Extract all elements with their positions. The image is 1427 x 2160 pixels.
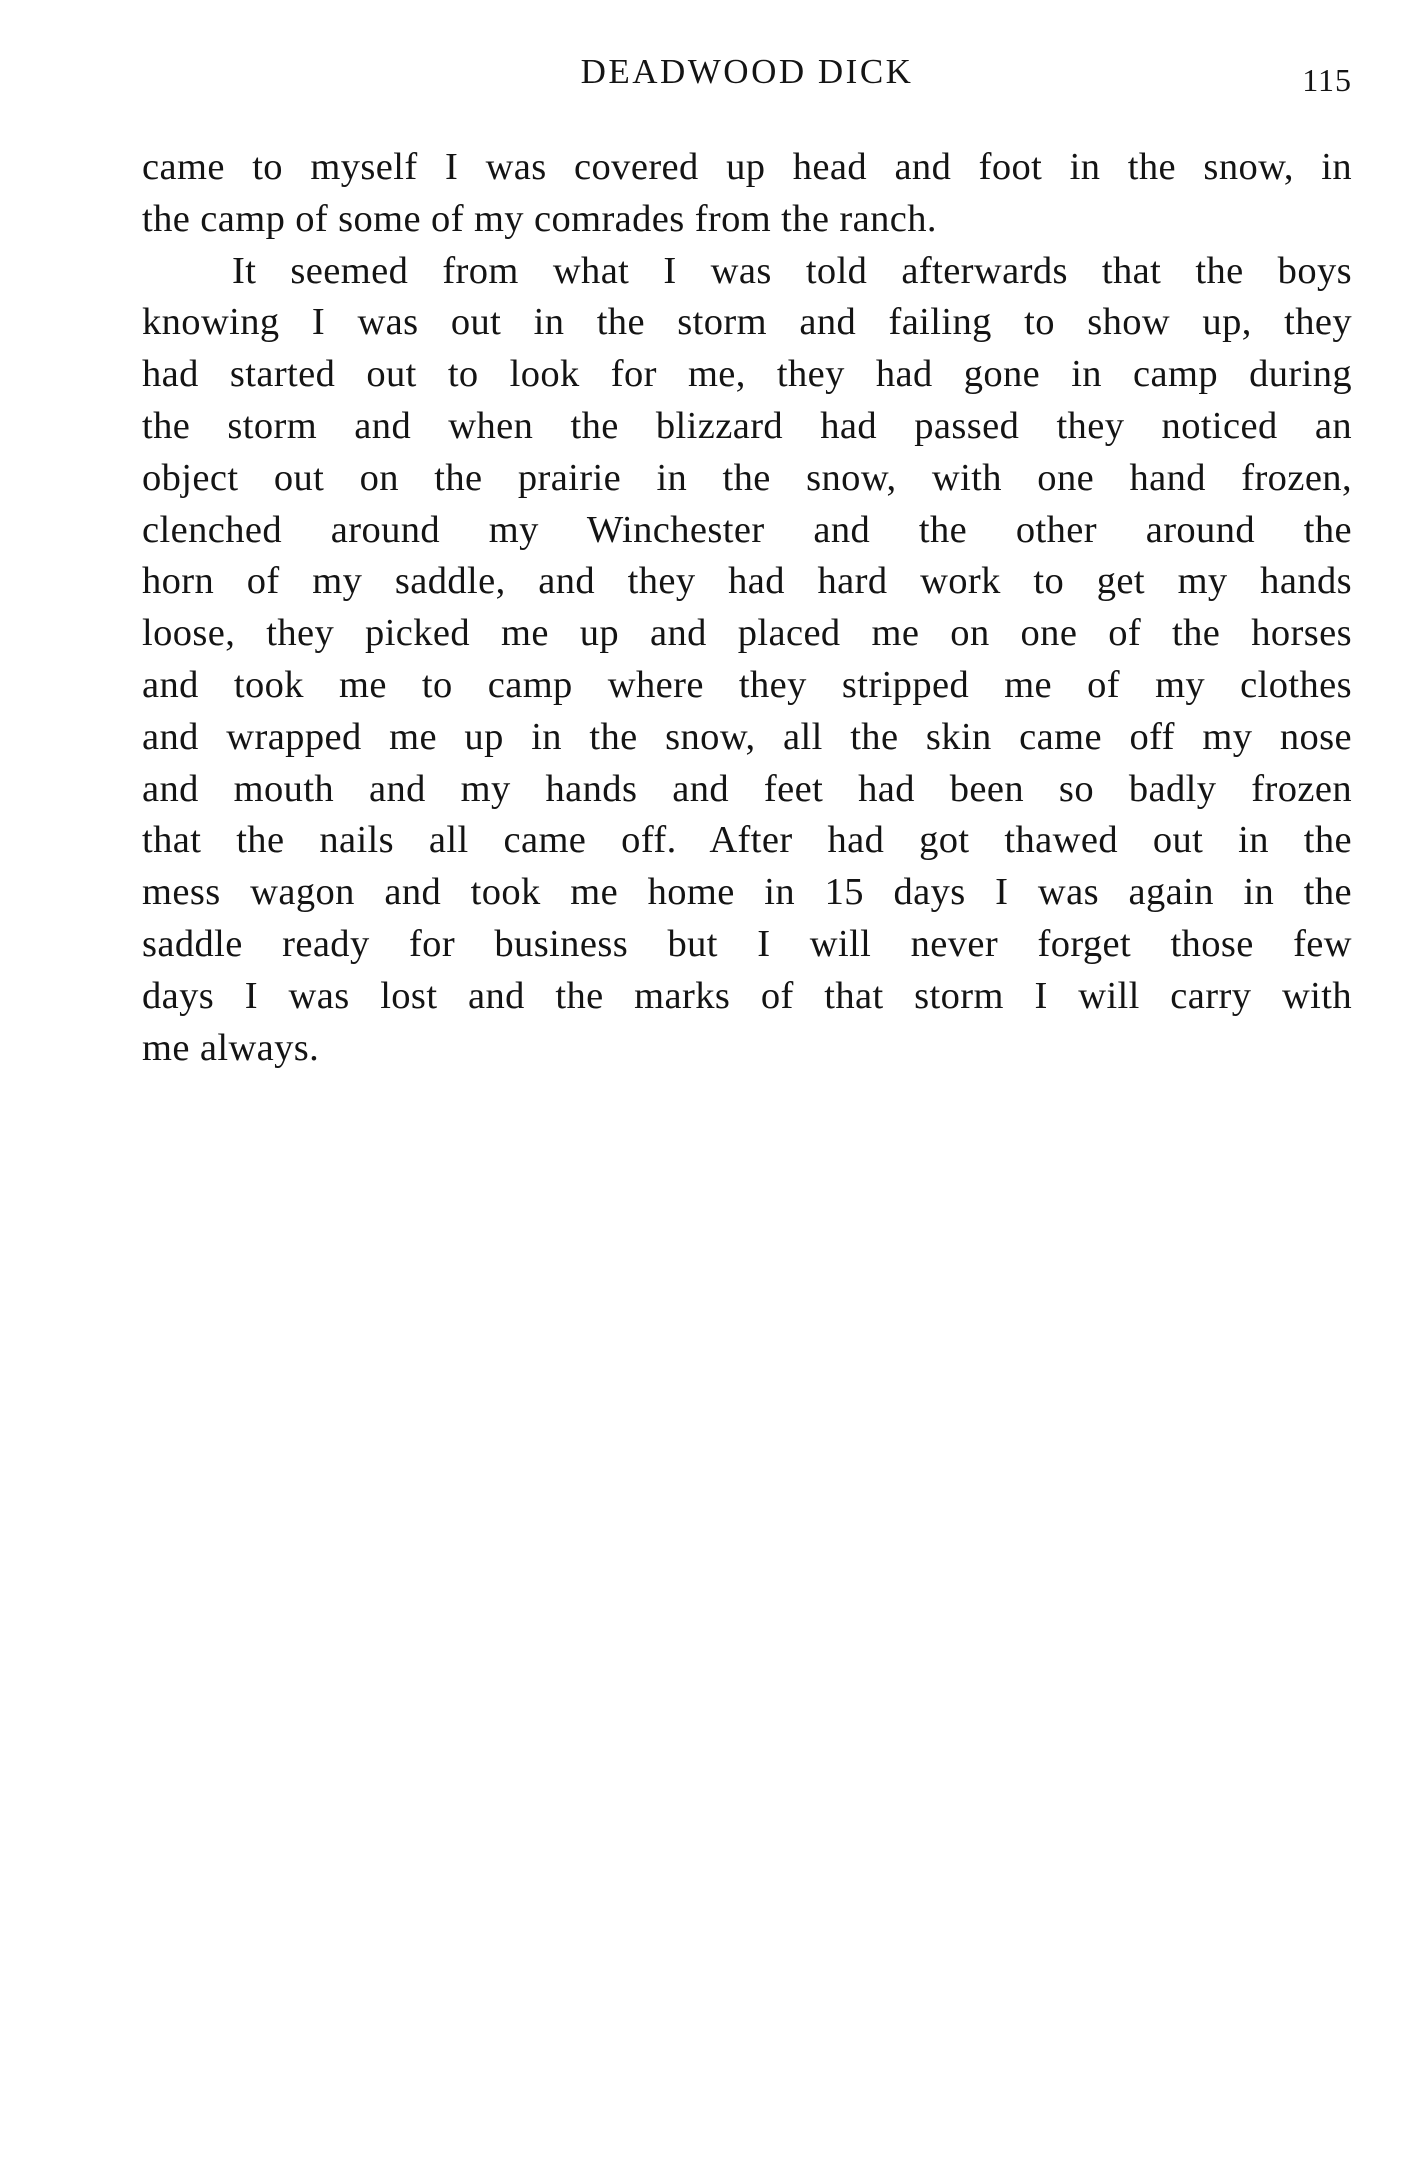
text-line: clenched around my Winchester and the other around the [142,508,1352,551]
text-line: the camp of some of my comrades from the ranch. [142,197,937,240]
paragraph [142,246,1352,1075]
text-line: the storm and when the blizzard had passed they noticed an [142,404,1352,447]
text-line: that the nails all came off. After had got thawed out in the [142,819,1352,862]
text-line: object out on the prairie in the snow, with one hand frozen, [142,456,1352,499]
text-line: knowing I was out in the storm and failing to show up, they [142,301,1352,344]
text-line: came to myself I was covered up head and foot in the snow, in [142,146,1352,188]
text-line: horn of my saddle, and they had hard work to get my hands [142,560,1352,603]
text-line: loose, they picked me up and placed me on one of the horses [142,612,1352,655]
text-line: and mouth and my hands and feet had been so badly frozen [142,767,1352,810]
text-line: days I was lost and the marks of that storm I will carry with [142,974,1352,1017]
text-line: and wrapped me up in the snow, all the skin came off my nose [142,715,1352,758]
text-line: mess wagon and took me home in 15 days I was again in the [142,871,1352,914]
text-line: saddle ready for business but I will never forget those few [142,922,1352,965]
running-head [142,52,1352,102]
paragraph-continued [142,142,1352,246]
running-title: DEADWOOD DICK [580,52,914,91]
text-line: had started out to look for me, they had gone in camp during [142,353,1352,396]
text-line: It seemed from what I was told afterwards that the boys [232,249,1352,292]
body-text [142,142,1352,1074]
page-number: 115 [1302,62,1352,98]
text-line: me always. [142,1026,320,1069]
text-line: and took me to camp where they stripped me of my clothes [142,663,1352,706]
